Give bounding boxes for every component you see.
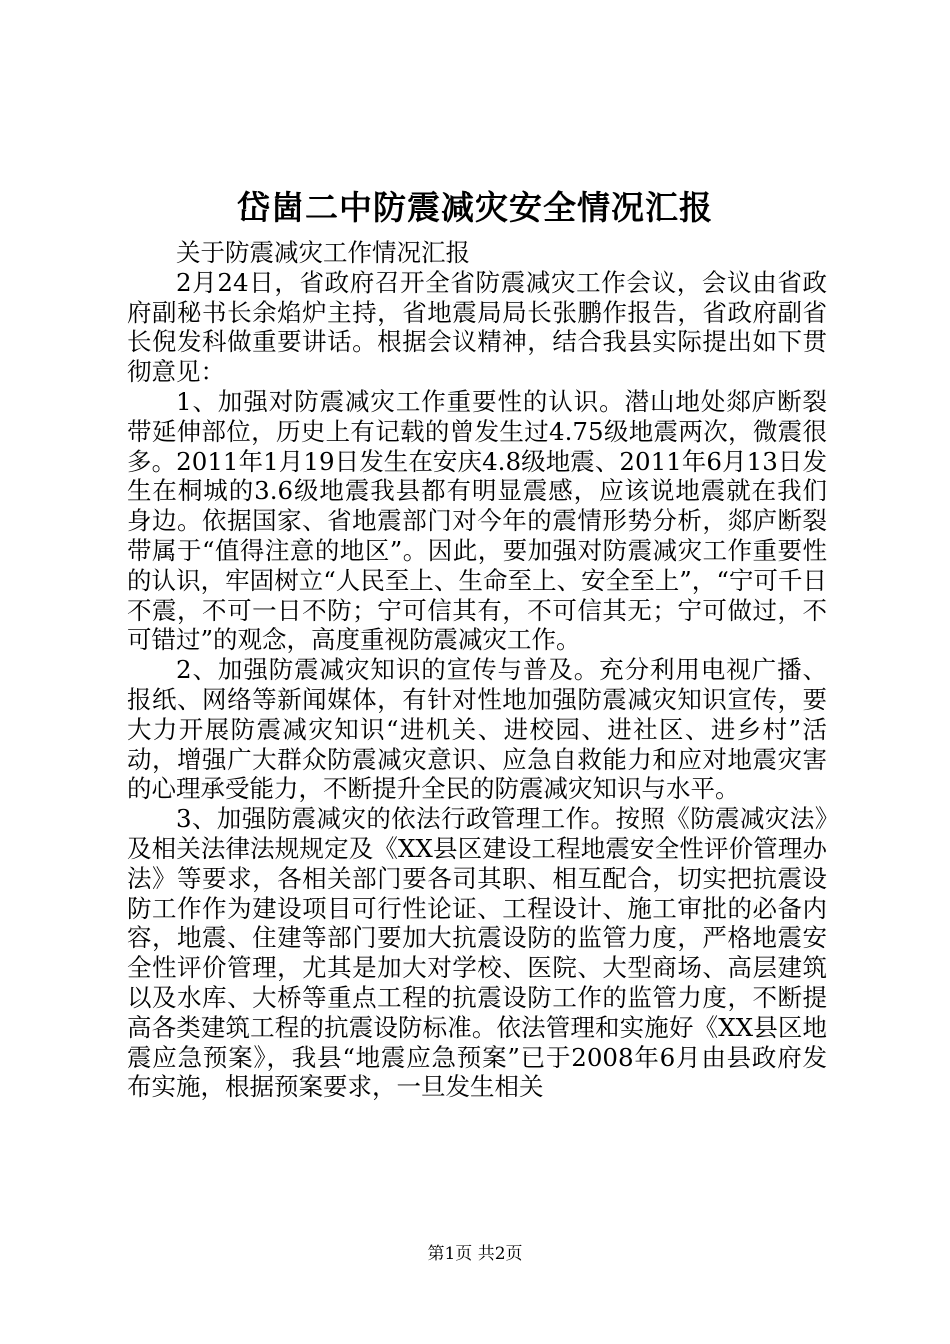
document-subtitle: 关于防震减灾工作情况汇报 <box>176 238 470 267</box>
paragraph-item-2: 2、加强防震减灾知识的宣传与普及。充分利用电视广播、报纸、网络等新闻媒体，有针对性地加强防震减灾知识宣传，要大力开展防震减灾知识“进机关、进校园、进社区、进乡村”活动，增强广大群众防震减灾意识、应急自救能力和应对地震灾害的心理承受能力，不断提升全民的防震减灾知识与水平。 <box>127 655 827 804</box>
paragraph-intro: 2月24日，省政府召开全省防震减灾工作会议，会议由省政府副秘书长余焰炉主持，省地震局局长张鹏作报告，省政府副省长倪发科做重要讲话。根据会议精神，结合我县实际提出如下贯彻意见： <box>127 267 827 387</box>
paragraph-item-3: 3、加强防震减灾的依法行政管理工作。按照《防震减灾法》及相关法律法规规定及《XX县区建设工程地震安全性评价管理办法》等要求，各相关部门要各司其职、相互配合，切实把抗震设防工作作为建设项目可行性论证、工程设计、施工审批的必备内容，地震、住建等部门要加大抗震设防的监管力度，严格地震安全性评价管理，尤其是加大对学校、医院、大型商场、高层建筑以及水库、大桥等重点工程的抗震设防工作的监管力度，不断提高各类建筑工程的抗震设防标准。依法管理和实施好《XX县区地震应急预案》，我县“地震应急预案”已于2008年6月由县政府发布实施，根据预案要求，一旦发生相关 <box>127 804 827 1102</box>
paragraph-item-1: 1、加强对防震减灾工作重要性的认识。潜山地处郯庐断裂带延伸部位，历史上有记载的曾发生过4.75级地震两次，微震很多。2011年1月19日发生在安庆4.8级地震、2011年6月13日发生在桐城的3.6级地震我县都有明显震感，应该说地震就在我们身边。依据国家、省地震部门对今年的震情形势分析，郯庐断裂带属于“值得注意的地区”。因此，要加强对防震减灾工作重要性的认识，牢固树立“人民至上、生命至上、安全至上”，“宁可千日不震，不可一日不防；宁可信其有，不可信其无；宁可做过，不可错过”的观念，高度重视防震减灾工作。 <box>127 386 827 655</box>
page-footer: 第1页 共2页 <box>427 1244 523 1264</box>
document-title: 岱崮二中防震减灾安全情况汇报 <box>237 188 713 227</box>
document-body <box>127 238 827 1102</box>
